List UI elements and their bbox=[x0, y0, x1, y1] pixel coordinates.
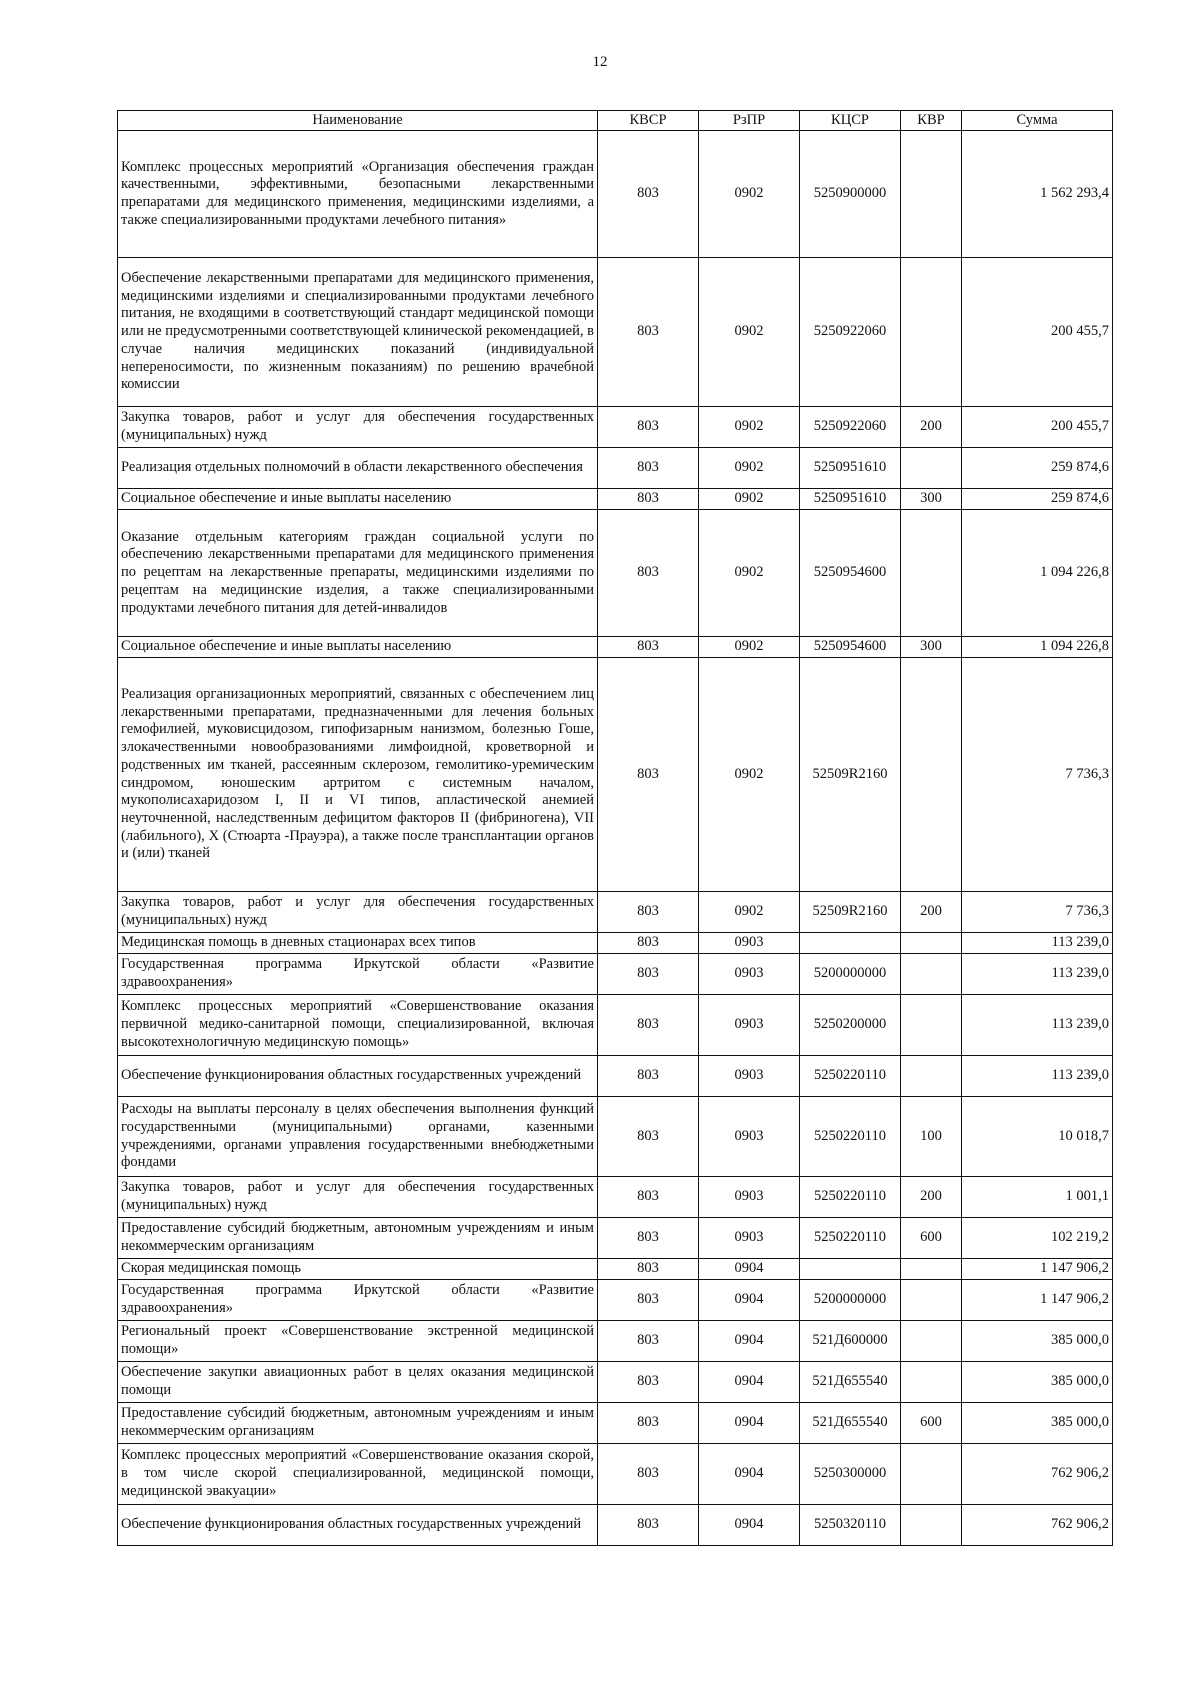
table-row bbox=[118, 448, 1113, 489]
table-row bbox=[118, 258, 1113, 407]
table-row bbox=[118, 1321, 1113, 1362]
row-kvr-cell bbox=[901, 1362, 962, 1403]
row-kcsr-cell: 5250951610 bbox=[800, 448, 901, 489]
row-kvsr-cell: 803 bbox=[598, 489, 699, 510]
header-rzpr: РзПР bbox=[699, 111, 800, 131]
table-header-row bbox=[118, 111, 1113, 131]
table-row bbox=[118, 1056, 1113, 1097]
row-kvsr-cell: 803 bbox=[598, 448, 699, 489]
row-name-cell: Закупка товаров, работ и услуг для обеспечения государственных (муниципальных) нужд bbox=[118, 1177, 598, 1218]
table-row bbox=[118, 1177, 1113, 1218]
row-kcsr-cell: 5250922060 bbox=[800, 407, 901, 448]
row-kcsr-cell: 5250220110 bbox=[800, 1177, 901, 1218]
row-sum-cell: 102 219,2 bbox=[962, 1218, 1113, 1259]
row-kvsr-cell: 803 bbox=[598, 258, 699, 407]
row-sum-cell: 1 094 226,8 bbox=[962, 510, 1113, 637]
row-name-cell: Реализация отдельных полномочий в области лекарственного обеспечения bbox=[118, 448, 598, 489]
row-kcsr-cell: 5250320110 bbox=[800, 1505, 901, 1546]
row-sum-cell: 113 239,0 bbox=[962, 995, 1113, 1056]
row-kvr-cell: 600 bbox=[901, 1403, 962, 1444]
row-kcsr-cell: 5250954600 bbox=[800, 637, 901, 658]
row-kcsr-cell: 5250951610 bbox=[800, 489, 901, 510]
row-kvr-cell bbox=[901, 1259, 962, 1280]
table-row bbox=[118, 1403, 1113, 1444]
row-kvr-cell bbox=[901, 995, 962, 1056]
row-rzpr-cell: 0903 bbox=[699, 933, 800, 954]
row-kvr-cell: 300 bbox=[901, 637, 962, 658]
table-row bbox=[118, 489, 1113, 510]
row-kvsr-cell: 803 bbox=[598, 933, 699, 954]
row-name-cell: Комплекс процессных мероприятий «Организация обеспечения граждан качественными, эффективными, безопасными лекарственными препаратами для медицинского применения, медицинскими изделиями, а также специализированными продуктами лечебного питания» bbox=[118, 131, 598, 258]
header-kvsr: КВСР bbox=[598, 111, 699, 131]
row-rzpr-cell: 0903 bbox=[699, 995, 800, 1056]
row-kvr-cell bbox=[901, 258, 962, 407]
row-kvsr-cell: 803 bbox=[598, 658, 699, 892]
budget-table bbox=[117, 110, 1113, 1546]
header-name: Наименование bbox=[118, 111, 598, 131]
row-kvr-cell bbox=[901, 954, 962, 995]
table-row bbox=[118, 658, 1113, 892]
row-rzpr-cell: 0904 bbox=[699, 1403, 800, 1444]
row-kcsr-cell: 5200000000 bbox=[800, 954, 901, 995]
row-name-cell: Закупка товаров, работ и услуг для обеспечения государственных (муниципальных) нужд bbox=[118, 407, 598, 448]
row-rzpr-cell: 0903 bbox=[699, 1177, 800, 1218]
table-body bbox=[118, 131, 1113, 1546]
row-rzpr-cell: 0902 bbox=[699, 637, 800, 658]
row-kvr-cell bbox=[901, 1321, 962, 1362]
row-kvsr-cell: 803 bbox=[598, 1218, 699, 1259]
row-sum-cell: 385 000,0 bbox=[962, 1362, 1113, 1403]
row-rzpr-cell: 0902 bbox=[699, 510, 800, 637]
row-name-cell: Обеспечение закупки авиационных работ в целях оказания медицинской помощи bbox=[118, 1362, 598, 1403]
row-kcsr-cell: 5250200000 bbox=[800, 995, 901, 1056]
table-row bbox=[118, 510, 1113, 637]
table-row bbox=[118, 1218, 1113, 1259]
header-sum: Сумма bbox=[962, 111, 1113, 131]
row-kvr-cell bbox=[901, 933, 962, 954]
row-kcsr-cell: 5200000000 bbox=[800, 1280, 901, 1321]
row-sum-cell: 200 455,7 bbox=[962, 258, 1113, 407]
row-kcsr-cell bbox=[800, 933, 901, 954]
row-kvr-cell bbox=[901, 658, 962, 892]
row-kvsr-cell: 803 bbox=[598, 1403, 699, 1444]
row-kvsr-cell: 803 bbox=[598, 510, 699, 637]
row-kcsr-cell: 5250220110 bbox=[800, 1056, 901, 1097]
row-rzpr-cell: 0902 bbox=[699, 258, 800, 407]
row-kvsr-cell: 803 bbox=[598, 131, 699, 258]
row-kcsr-cell: 521Д600000 bbox=[800, 1321, 901, 1362]
row-rzpr-cell: 0902 bbox=[699, 131, 800, 258]
row-kvsr-cell: 803 bbox=[598, 1280, 699, 1321]
header-kvr: КВР bbox=[901, 111, 962, 131]
row-kvsr-cell: 803 bbox=[598, 1321, 699, 1362]
row-sum-cell: 1 094 226,8 bbox=[962, 637, 1113, 658]
row-name-cell: Закупка товаров, работ и услуг для обеспечения государственных (муниципальных) нужд bbox=[118, 892, 598, 933]
row-rzpr-cell: 0904 bbox=[699, 1505, 800, 1546]
row-kvsr-cell: 803 bbox=[598, 954, 699, 995]
row-name-cell: Комплекс процессных мероприятий «Совершенствование оказания скорой, в том числе скорой специализированной, медицинской помощи, медицинской эвакуации» bbox=[118, 1444, 598, 1505]
row-sum-cell: 762 906,2 bbox=[962, 1444, 1113, 1505]
row-kcsr-cell: 5250954600 bbox=[800, 510, 901, 637]
row-rzpr-cell: 0904 bbox=[699, 1259, 800, 1280]
row-rzpr-cell: 0902 bbox=[699, 892, 800, 933]
table-row bbox=[118, 1505, 1113, 1546]
row-kvr-cell bbox=[901, 131, 962, 258]
row-kvr-cell bbox=[901, 1056, 962, 1097]
row-name-cell: Обеспечение лекарственными препаратами для медицинского применения, медицинскими изделиями и специализированными продуктами лечебного питания, не входящими в соответствующий стандарт медицинской помощи или не предусмотренными соответствующей клинической рекомендацией, в случае наличия медицинских показаний (индивидуальной непереносимости, по жизненным показаниям) по решению врачебной комиссии bbox=[118, 258, 598, 407]
table-row bbox=[118, 1280, 1113, 1321]
row-kcsr-cell: 521Д655540 bbox=[800, 1403, 901, 1444]
row-name-cell: Медицинская помощь в дневных стационарах всех типов bbox=[118, 933, 598, 954]
row-kcsr-cell: 52509R2160 bbox=[800, 658, 901, 892]
row-name-cell: Комплекс процессных мероприятий «Совершенствование оказания первичной медико-санитарной помощи, специализированной, включая высокотехнологичную медицинскую помощь» bbox=[118, 995, 598, 1056]
row-name-cell: Скорая медицинская помощь bbox=[118, 1259, 598, 1280]
row-rzpr-cell: 0904 bbox=[699, 1362, 800, 1403]
row-kcsr-cell: 521Д655540 bbox=[800, 1362, 901, 1403]
row-sum-cell: 259 874,6 bbox=[962, 489, 1113, 510]
row-name-cell: Оказание отдельным категориям граждан социальной услуги по обеспечению лекарственными препаратами для медицинского применения по рецептам на лекарственные препараты, медицинскими изделиями по рецептам на медицинские изделия, а также специализированными продуктами лечебного питания для детей-инвалидов bbox=[118, 510, 598, 637]
row-name-cell: Реализация организационных мероприятий, связанных с обеспечением лиц лекарственными препаратами, предназначенными для лечения больных гемофилией, муковисцидозом, гипофизарным нанизмом, болезнью Гоше, злокачественными новообразованиями лимфоидной, кроветворной и родственных им тканей, рассеянным склерозом, гемолитико-уремическим синдромом, юношеским артритом с системным началом, мукополисахаридозом I, II и VI типов, апластической анемией неуточненной, наследственным дефицитом факторов II (фибриногена), VII (лабильного), X (Стюарта -Прауэра), а также после трансплантации органов и (или) тканей bbox=[118, 658, 598, 892]
row-kvsr-cell: 803 bbox=[598, 995, 699, 1056]
row-kvr-cell bbox=[901, 1444, 962, 1505]
row-name-cell: Предоставление субсидий бюджетным, автономным учреждениям и иным некоммерческим организациям bbox=[118, 1403, 598, 1444]
row-rzpr-cell: 0904 bbox=[699, 1321, 800, 1362]
row-kvr-cell: 600 bbox=[901, 1218, 962, 1259]
row-kvr-cell bbox=[901, 448, 962, 489]
row-rzpr-cell: 0902 bbox=[699, 658, 800, 892]
table-row bbox=[118, 1259, 1113, 1280]
row-kcsr-cell: 5250220110 bbox=[800, 1097, 901, 1177]
row-sum-cell: 1 147 906,2 bbox=[962, 1280, 1113, 1321]
row-kvsr-cell: 803 bbox=[598, 1097, 699, 1177]
row-kvsr-cell: 803 bbox=[598, 1444, 699, 1505]
table-row bbox=[118, 131, 1113, 258]
row-name-cell: Предоставление субсидий бюджетным, автономным учреждениям и иным некоммерческим организациям bbox=[118, 1218, 598, 1259]
row-sum-cell: 385 000,0 bbox=[962, 1403, 1113, 1444]
row-rzpr-cell: 0902 bbox=[699, 448, 800, 489]
table-row bbox=[118, 1097, 1113, 1177]
row-name-cell: Обеспечение функционирования областных государственных учреждений bbox=[118, 1056, 598, 1097]
row-rzpr-cell: 0902 bbox=[699, 489, 800, 510]
row-kcsr-cell: 5250922060 bbox=[800, 258, 901, 407]
row-name-cell: Государственная программа Иркутской области «Развитие здравоохранения» bbox=[118, 1280, 598, 1321]
row-rzpr-cell: 0903 bbox=[699, 1097, 800, 1177]
row-sum-cell: 113 239,0 bbox=[962, 954, 1113, 995]
row-name-cell: Обеспечение функционирования областных государственных учреждений bbox=[118, 1505, 598, 1546]
row-sum-cell: 1 147 906,2 bbox=[962, 1259, 1113, 1280]
row-rzpr-cell: 0902 bbox=[699, 407, 800, 448]
row-kvr-cell: 200 bbox=[901, 1177, 962, 1218]
row-kvr-cell bbox=[901, 1280, 962, 1321]
page-number: 12 bbox=[592, 54, 608, 70]
row-kvr-cell: 300 bbox=[901, 489, 962, 510]
row-sum-cell: 113 239,0 bbox=[962, 1056, 1113, 1097]
row-kcsr-cell: 5250900000 bbox=[800, 131, 901, 258]
row-sum-cell: 7 736,3 bbox=[962, 658, 1113, 892]
row-sum-cell: 200 455,7 bbox=[962, 407, 1113, 448]
row-name-cell: Социальное обеспечение и иные выплаты населению bbox=[118, 489, 598, 510]
row-kcsr-cell: 52509R2160 bbox=[800, 892, 901, 933]
row-kvsr-cell: 803 bbox=[598, 1362, 699, 1403]
row-kvr-cell bbox=[901, 510, 962, 637]
row-sum-cell: 1 562 293,4 bbox=[962, 131, 1113, 258]
row-kvsr-cell: 803 bbox=[598, 637, 699, 658]
row-rzpr-cell: 0904 bbox=[699, 1280, 800, 1321]
table-row bbox=[118, 892, 1113, 933]
row-kcsr-cell: 5250220110 bbox=[800, 1218, 901, 1259]
row-kvr-cell: 100 bbox=[901, 1097, 962, 1177]
row-sum-cell: 7 736,3 bbox=[962, 892, 1113, 933]
row-kvr-cell: 200 bbox=[901, 407, 962, 448]
row-rzpr-cell: 0903 bbox=[699, 1218, 800, 1259]
row-sum-cell: 1 001,1 bbox=[962, 1177, 1113, 1218]
row-rzpr-cell: 0903 bbox=[699, 954, 800, 995]
row-sum-cell: 259 874,6 bbox=[962, 448, 1113, 489]
row-kvsr-cell: 803 bbox=[598, 1177, 699, 1218]
row-kcsr-cell bbox=[800, 1259, 901, 1280]
table-row bbox=[118, 1362, 1113, 1403]
table-row bbox=[118, 637, 1113, 658]
row-kvsr-cell: 803 bbox=[598, 892, 699, 933]
row-sum-cell: 762 906,2 bbox=[962, 1505, 1113, 1546]
table-row bbox=[118, 407, 1113, 448]
row-kvsr-cell: 803 bbox=[598, 1259, 699, 1280]
row-kvsr-cell: 803 bbox=[598, 1505, 699, 1546]
row-name-cell: Региональный проект «Совершенствование экстренной медицинской помощи» bbox=[118, 1321, 598, 1362]
header-kcsr: КЦСР bbox=[800, 111, 901, 131]
table-row bbox=[118, 995, 1113, 1056]
row-rzpr-cell: 0903 bbox=[699, 1056, 800, 1097]
row-name-cell: Государственная программа Иркутской области «Развитие здравоохранения» bbox=[118, 954, 598, 995]
table-row bbox=[118, 933, 1113, 954]
row-rzpr-cell: 0904 bbox=[699, 1444, 800, 1505]
table-row bbox=[118, 954, 1113, 995]
row-kvsr-cell: 803 bbox=[598, 1056, 699, 1097]
row-sum-cell: 385 000,0 bbox=[962, 1321, 1113, 1362]
row-kvr-cell: 200 bbox=[901, 892, 962, 933]
table-row bbox=[118, 1444, 1113, 1505]
row-kvsr-cell: 803 bbox=[598, 407, 699, 448]
row-sum-cell: 113 239,0 bbox=[962, 933, 1113, 954]
row-name-cell: Социальное обеспечение и иные выплаты населению bbox=[118, 637, 598, 658]
row-kcsr-cell: 5250300000 bbox=[800, 1444, 901, 1505]
row-name-cell: Расходы на выплаты персоналу в целях обеспечения выполнения функций государственными (муниципальными) органами, казенными учреждениями, органами управления государственными внебюджетными фондами bbox=[118, 1097, 598, 1177]
row-sum-cell: 10 018,7 bbox=[962, 1097, 1113, 1177]
row-kvr-cell bbox=[901, 1505, 962, 1546]
